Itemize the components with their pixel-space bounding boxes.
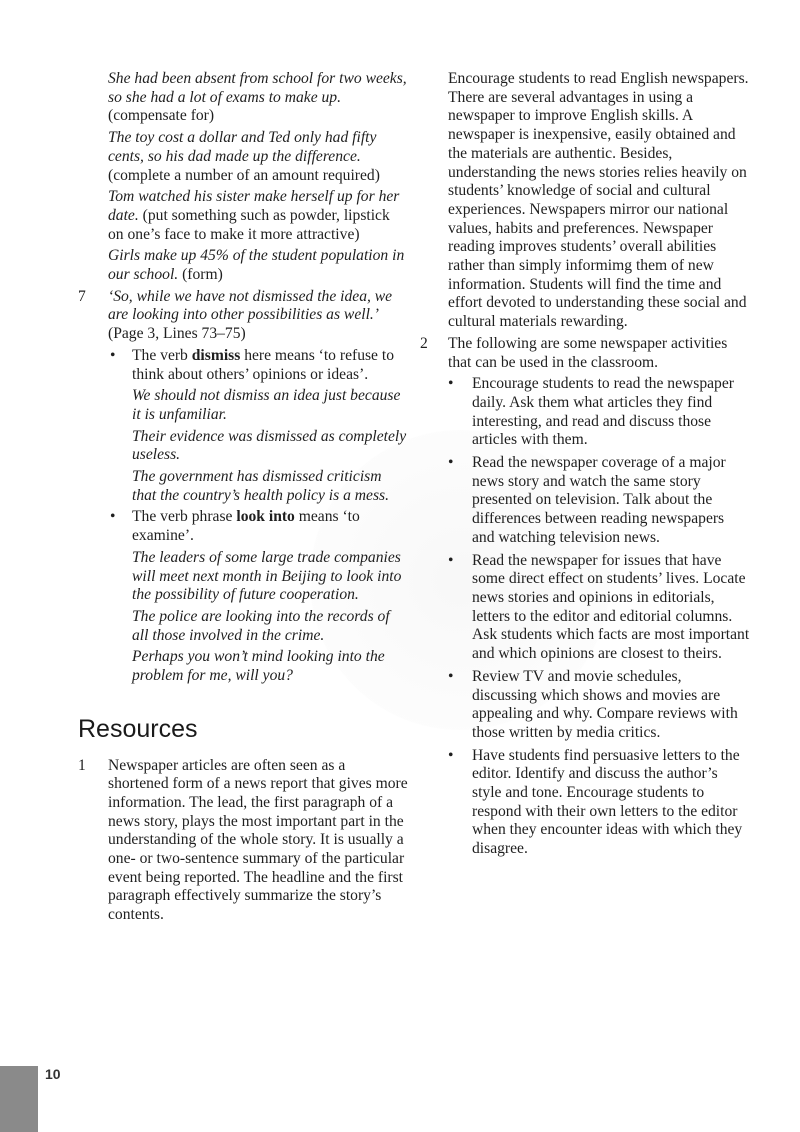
item-number: 2 [420, 334, 428, 352]
example-sentence: The police are looking into the records of all those involved in the crime. [132, 607, 390, 644]
item-number: 1 [78, 756, 86, 774]
numbered-item-2 [420, 335, 750, 372]
bullet-icon: • [448, 454, 454, 472]
example-sentence: The government has dismissed criticism that the country’s health policy is a mess. [132, 468, 389, 504]
right-column [420, 70, 750, 863]
page-tab-marker [0, 1066, 38, 1132]
bullet-icon: • [110, 508, 116, 526]
example-note: (compensate for) [108, 107, 215, 125]
page-number: 10 [45, 1066, 61, 1082]
example-sentence: The toy cost a dollar and Ted only had fifty cents, so his dad made up the difference. [108, 129, 377, 165]
activity-bullet [420, 747, 750, 859]
example-note: (complete a number of an amount required) [108, 166, 380, 184]
left-column [78, 70, 408, 928]
bullet-text: here means ‘to refuse to think about others’ opinions or ideas’. [132, 346, 395, 383]
item-number: 7 [78, 287, 86, 305]
bullet-dismiss [78, 347, 408, 384]
example-sentence: Perhaps you won’t mind looking into the problem for me, will you? [132, 648, 385, 685]
example-paragraph [78, 129, 408, 185]
bullet-text: The verb [132, 346, 192, 364]
bullet-text: Have students find persuasive letters to the editor. Identify and discuss the author’s style and tone. Encourage students to respond with their own letters to the editor when they encounter ideas with which they disagree. [472, 746, 743, 858]
example-sentence: Their evidence was dismissed as completely useless. [132, 427, 407, 464]
example-paragraph [78, 70, 408, 126]
resource-item-1 [78, 757, 408, 925]
bullet-text: Encourage students to read the newspaper daily. Ask them what articles they find interesting, and read and discuss those articles with them. [472, 375, 734, 449]
example-sentence: The leaders of some large trade companies will meet next month in Beijing to look into the possibility of future cooperation. [132, 548, 402, 604]
example-paragraph [78, 247, 408, 284]
page-reference: (Page 3, Lines 73–75) [108, 325, 246, 343]
bullet-text: Read the newspaper for issues that have some direct effect on students’ lives. Locate news stories and opinions in editorials, letters to the editor and editorial columns. Ask students which facts are most important and which opinions are closest to theirs. [472, 551, 750, 663]
quote-text: ‘So, while we have not dismissed the idea, we are looking into other possibilities as well.’ [108, 287, 393, 324]
activity-bullet [420, 454, 750, 548]
example-sentence: Girls make up 45% of the student population in our school. [108, 247, 405, 284]
bullet-icon: • [448, 667, 454, 685]
bullet-text: means ‘to examine’. [132, 508, 360, 545]
bullet-icon: • [448, 746, 454, 764]
activity-bullet [420, 668, 750, 743]
keyword: dismiss [191, 346, 241, 364]
example-note: (form) [182, 266, 223, 284]
example-sentence: She had been absent from school for two weeks, so she had a lot of exams to make up. [108, 70, 407, 106]
bullet-text: Read the newspaper coverage of a major news story and watch the same story presented on television. Talk about the differences between reading newspapers and watching television news. [472, 454, 726, 546]
bullet-text: Review TV and movie schedules, discussing which shows and movies are appealing and why. Compare reviews with those written by media critics. [472, 667, 738, 741]
intro-paragraph: Encourage students to read English newspapers. There are several advantages in using a newspaper to improve English skills. A newspaper is inexpensive, easily obtained and the materials are authentic. Besides, understanding the news stories relies heavily on students’ knowledge of social and cultural experiences. Newspapers mirror our national values, habits and preferences. Newspaper reading improves students’ overall abilities rather than simply informimg them of new information. Students will find the time and effort devoted to understanding these social and cultural materials rewarding. [448, 70, 749, 331]
numbered-item-7 [78, 288, 408, 344]
bullet-icon: • [110, 346, 116, 364]
bullet-look-into [78, 508, 408, 545]
activity-bullet [420, 375, 750, 450]
example-paragraph [78, 188, 408, 244]
activity-bullet [420, 552, 750, 664]
resource-text: Newspaper articles are often seen as a shortened form of a news report that gives more information. The lead, the first paragraph of a news story, plays the most important part in the understanding of the whole story. It is usually a one- or two-sentence summary of the particular event being reported. The headline and the first paragraph effectively summarize the story’s contents. [108, 756, 408, 924]
bullet-icon: • [448, 375, 454, 393]
example-sentence: We should not dismiss an idea just because it is unfamiliar. [132, 387, 401, 423]
section-heading: Resources [78, 714, 198, 743]
bullet-text: The verb phrase [132, 508, 237, 526]
example-note: (put something such as powder, lipstick on one’s face to make it more attractive) [108, 206, 390, 243]
item-text: The following are some newspaper activities that can be used in the classroom. [448, 334, 728, 371]
keyword: look into [236, 508, 295, 526]
bullet-icon: • [448, 551, 454, 569]
example-sentence: Tom watched his sister make herself up for her date. [108, 188, 400, 224]
